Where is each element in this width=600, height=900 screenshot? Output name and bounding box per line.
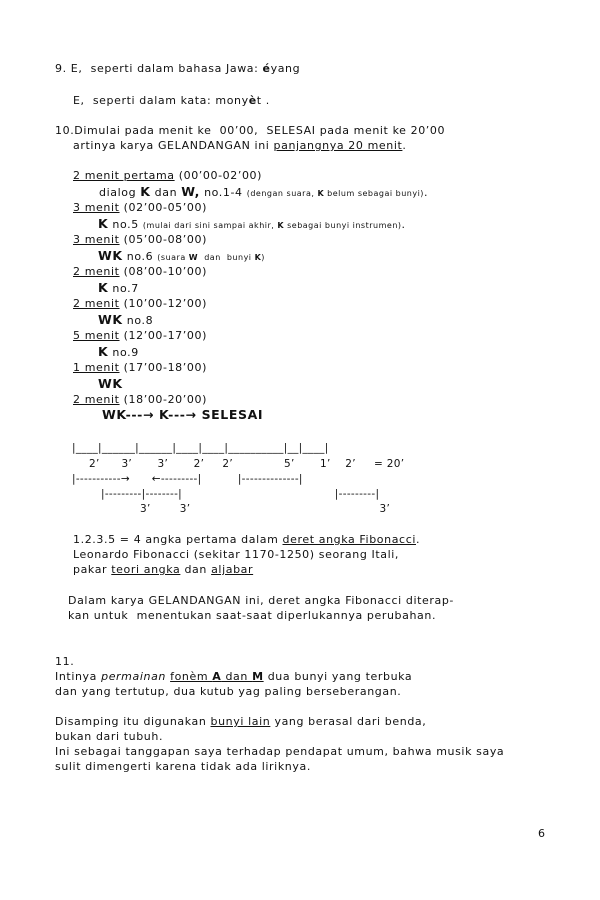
item11-line1: Intinya permainan fonèm A dan M dua bunyi yang terbuka — [55, 670, 413, 683]
item11-line4: bukan dari tubuh. — [55, 730, 164, 743]
fibonacci-line2: Leonardo Fibonacci (sekitar 1170-1250) seorang Itali, — [73, 548, 400, 561]
item9-line2: E, seperti dalam kata: monyèt . — [73, 94, 270, 107]
item9-line1: 9. E, seperti dalam bahasa Jawa: éyang — [55, 62, 301, 75]
item10-line1: 10.Dimulai pada menit ke 00’00, SELESAI pada menit ke 20’00 — [55, 124, 446, 137]
timeline-group-values: 3’ 3’ 3’ — [140, 503, 391, 515]
timeline-arrows: |-----------→ ←---------| |--------------| — [72, 473, 303, 485]
segment-7-detail: WK — [98, 376, 123, 391]
timeline-bar: |____|______|______|____|____|__________|__|____| — [72, 442, 329, 454]
item11-line2: dan yang tertutup, dua kutub yag paling berseberangan. — [55, 685, 402, 698]
item11-line5: Ini sebagai tanggapan saya terhadap pendapat umum, bahwa musik saya — [55, 745, 505, 758]
segment-1-heading: 2 menit pertama (00’00-02’00) — [73, 169, 263, 182]
item11-line3: Disamping itu digunakan bunyi lain yang berasal dari benda, — [55, 715, 427, 728]
timeline-minutes: 2’ 3’ 3’ 2’ 2’ 5’ 1’ 2’ = 20’ — [89, 458, 405, 470]
segment-8-heading: 2 menit (18’00-20’00) — [73, 393, 207, 406]
segment-7-heading: 1 menit (17’00-18’00) — [73, 361, 207, 374]
segment-4-heading: 2 menit (08’00-10’00) — [73, 265, 207, 278]
segment-5-heading: 2 menit (10’00-12’00) — [73, 297, 207, 310]
segment-5-detail: WK no.8 — [98, 312, 154, 327]
karya-line2: kan untuk menentukan saat-saat diperlukannya perubahan. — [68, 609, 437, 622]
segment-2-detail: K no.5 (mulai dari sini sampai akhir, K sebagai bunyi instrumen). — [98, 216, 406, 231]
final-sequence: WK---→ K---→ SELESAI — [102, 407, 264, 422]
page-number: 6 — [538, 827, 546, 840]
fibonacci-line3: pakar teori angka dan aljabar — [73, 563, 254, 576]
item10-line2: artinya karya GELANDANGAN ini panjangnya 20 menit. — [73, 139, 407, 152]
item11-number: 11. — [55, 655, 75, 668]
fibonacci-line1: 1.2.3.5 = 4 angka pertama dalam deret angka Fibonacci. — [73, 533, 421, 546]
segment-3-detail: WK no.6 (suara W dan bunyi K) — [98, 248, 265, 263]
segment-6-detail: K no.9 — [98, 344, 139, 359]
segment-3-heading: 3 menit (05’00-08’00) — [73, 233, 207, 246]
karya-line1: Dalam karya GELANDANGAN ini, deret angka Fibonacci diterap- — [68, 594, 455, 607]
segment-6-heading: 5 menit (12’00-17’00) — [73, 329, 207, 342]
segment-2-heading: 3 menit (02’00-05’00) — [73, 201, 207, 214]
segment-1-detail: dialog K dan W, no.1-4 (dengan suara, K belum sebagai bunyi). — [99, 184, 429, 199]
item11-line6: sulit dimengerti karena tidak ada liriknya. — [55, 760, 311, 773]
segment-4-detail: K no.7 — [98, 280, 139, 295]
timeline-groups: |---------|--------| |---------| — [101, 488, 380, 500]
